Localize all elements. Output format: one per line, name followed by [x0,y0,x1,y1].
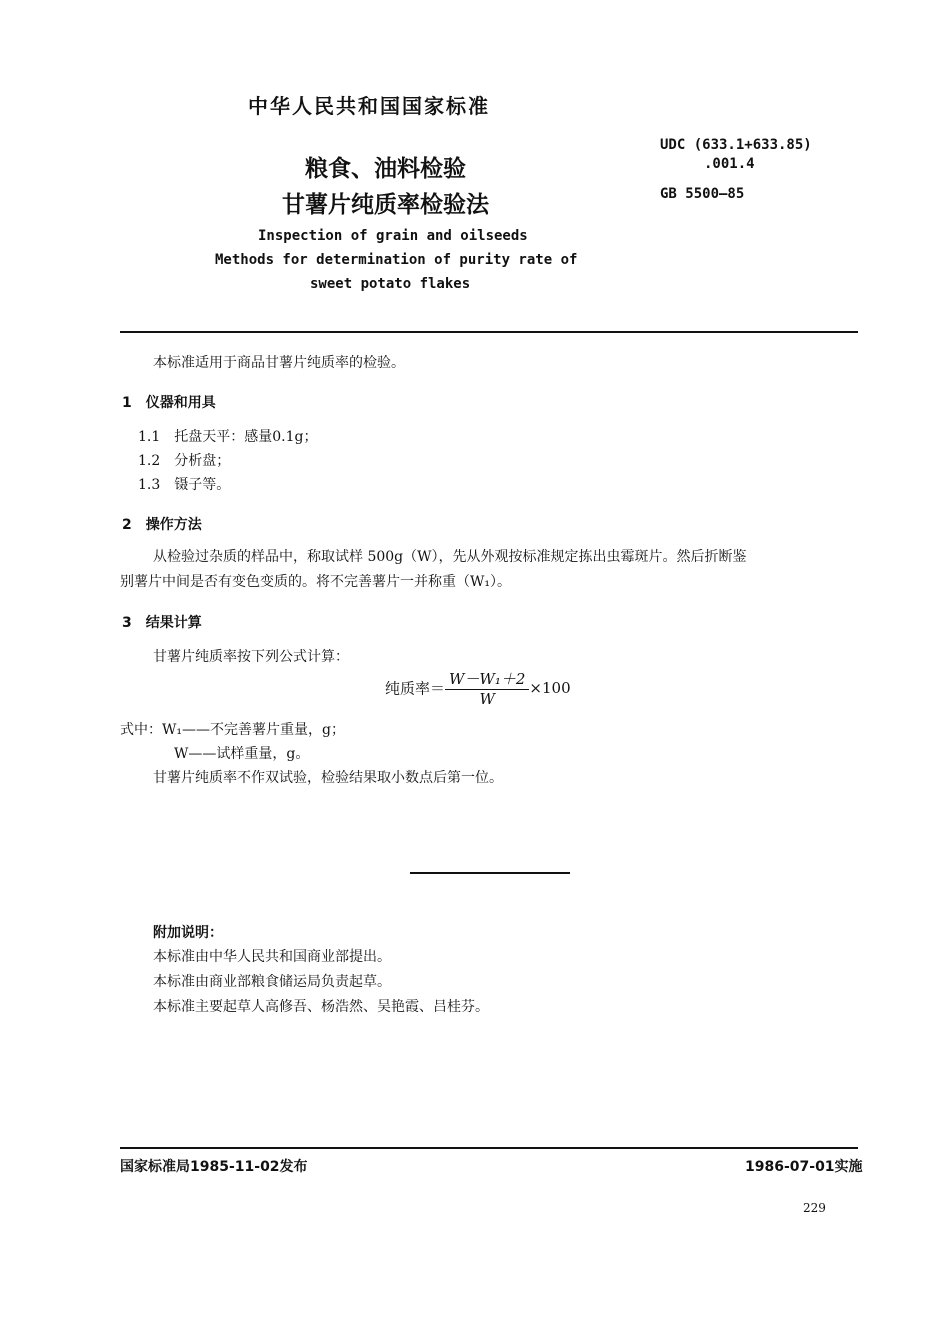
standard-title: 中华人民共和国国家标准 [248,94,490,118]
udc-line-1: UDC (633.1+633.85) [660,137,812,153]
formula-label: 纯质率＝ [385,679,446,698]
formula-numerator: W－W₁＋2 [445,668,529,690]
udc-line-2: .001.4 [704,156,755,172]
footer-divider [120,1147,858,1149]
end-divider [410,872,570,874]
section-1-item: 1.3 镊子等。 [138,477,231,493]
purity-formula [385,668,571,708]
section-2-paragraph: 别薯片中间是否有变色变质的。将不完善薯片一并称重（W₁）。 [120,574,512,590]
english-title-line-3: sweet potato flakes [310,276,471,292]
formula-fraction [445,668,529,708]
title-line-2: 甘薯片纯质率检验法 [282,192,489,218]
addendum-line: 本标准由中华人民共和国商业部提出。 [153,949,391,965]
section-1-item: 1.2 分析盘； [138,453,231,469]
section-3-note: 甘薯片纯质率不作双试验，检验结果取小数点后第一位。 [153,770,503,786]
section-1-heading: 1 仪器和用具 [122,395,216,411]
section-2-paragraph: 从检验过杂质的样品中，称取试样 500g（W），先从外观按标准规定拣出虫霉斑片。然后折断鉴 [153,549,747,565]
title-line-1: 粮食、油料检验 [305,156,466,182]
formula-tail: ×100 [529,679,571,697]
formula-denominator: W [479,690,495,708]
intro-text: 本标准适用于商品甘薯片纯质率的检验。 [153,355,405,371]
addendum-heading: 附加说明： [153,925,223,941]
gb-number: GB 5500—85 [660,186,745,202]
english-title-line-1: Inspection of grain and oilseeds [258,228,528,244]
formula-where-2: W——试样重量，g。 [174,746,310,762]
issue-date: 国家标准局1985-11-02发布 [120,1159,308,1175]
formula-lead: 甘薯片纯质率按下列公式计算： [153,649,349,665]
section-3-heading: 3 结果计算 [122,615,202,631]
formula-where-1: 式中：W₁——不完善薯片重量，g； [120,722,345,738]
section-2-heading: 2 操作方法 [122,517,202,533]
addendum-line: 本标准主要起草人高修吾、杨浩然、吴艳霞、吕桂芬。 [153,999,489,1015]
header-divider [120,331,858,333]
page-number: 229 [803,1201,826,1215]
section-1-item: 1.1 托盘天平：感量0.1g； [138,429,318,445]
effective-date: 1986-07-01实施 [745,1159,863,1175]
addendum-line: 本标准由商业部粮食储运局负责起草。 [153,974,391,990]
english-title-line-2: Methods for determination of purity rate of [215,252,578,268]
